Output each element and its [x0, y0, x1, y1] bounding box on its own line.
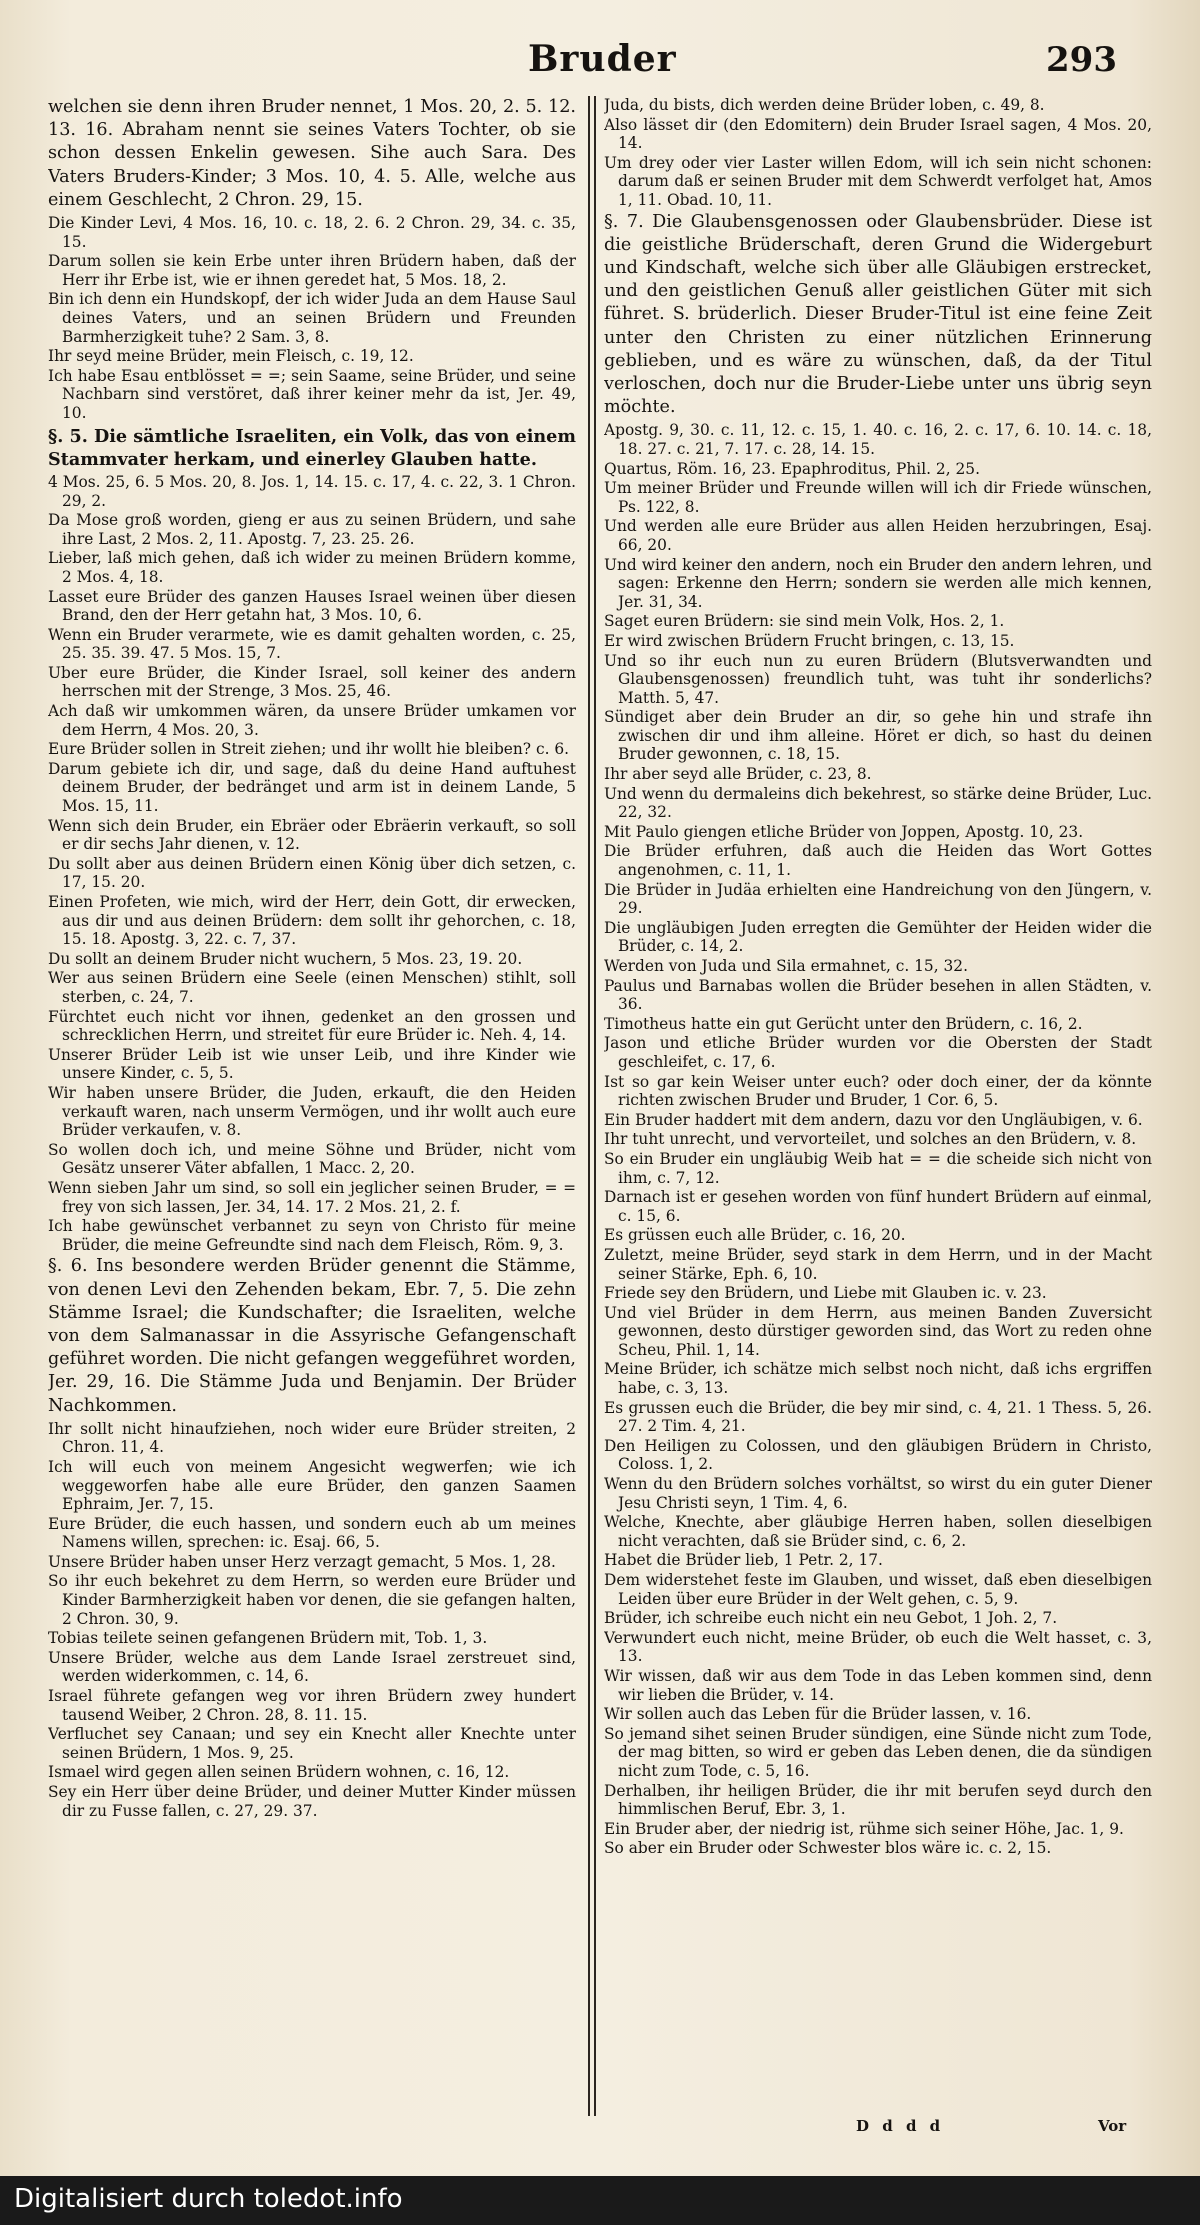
entry: Eure Brüder sollen in Streit ziehen; und ihr wollt hie bleiben? c. 6.	[48, 740, 570, 759]
entry: Einen Profeten, wie mich, wird der Herr, dein Gott, dir erwecken, aus dir und aus deinen Brüdern: dem sollt ihr gehorchen, c. 18, 15. 18. Apostg. 3, 22. c. 7, 37.	[48, 893, 576, 949]
entry: Friede sey den Brüdern, und Liebe mit Glauben ic. v. 23.	[604, 1284, 1047, 1303]
column-divider	[588, 96, 590, 2116]
entry: Derhalben, ihr heiligen Brüder, die ihr mit berufen seyd durch den himmlischen Beruf, Ebr. 3, 1.	[604, 1781, 1152, 1819]
page-number: 293	[1046, 40, 1117, 80]
entry: Fürchtet euch nicht vor ihnen, gedenket an den grossen und schrecklichen Herrn, und streitet für eure Brüder ic. Neh. 4, 14.	[48, 1007, 576, 1045]
entry: Werden von Juda und Sila ermahnet, c. 15, 32.	[604, 957, 968, 976]
entry: So ein Bruder ein ungläubig Weib hat = = die scheide sich nicht von ihm, c. 7, 12.	[604, 1149, 1152, 1187]
entry: Verfluchet sey Canaan; und sey ein Knecht aller Knechte unter seinen Brüdern, 1 Mos. 9, 25.	[48, 1725, 576, 1762]
entry: Den Heiligen zu Colossen, und den gläubigen Brüdern in Christo, Coloss. 1, 2.	[604, 1436, 1152, 1474]
entry: Ismael wird gegen allen seinen Brüdern wohnen, c. 16, 12.	[48, 1763, 510, 1782]
entry: Dem widerstehet feste im Glauben, und wisset, daß eben dieselbigen Leiden über eure Brüder in der Welt gehen, c. 5, 9.	[604, 1571, 1152, 1608]
entry: Wir wissen, daß wir aus dem Tode in das Leben kommen sind, denn wir lieben die Brüder, v. 14.	[604, 1666, 1152, 1704]
entry: Israel führete gefangen weg vor ihren Brüdern zwey hundert tausend Weiber, 2 Chron. 28, 8. 11. 15.	[48, 1687, 576, 1724]
section-paragraph: §. 5. Die sämtliche Israeliten, ein Volk, das von einem Stammvater herkam, und einerley Glauben hatte.	[48, 425, 576, 470]
entry: Jason und etliche Brüder wurden vor die Obersten der Stadt geschleifet, c. 17, 6.	[604, 1034, 1152, 1071]
entry: Ist so gar kein Weiser unter euch? oder doch einer, der da könnte richten zwischen Bruder und Bruder, 1 Cor. 6, 5.	[604, 1072, 1152, 1110]
entry: Darum gebiete ich dir, und sage, daß du deine Hand auftuhest deinem Bruder, der bedränget und arm ist in deinem Lande, 5 Mos. 15, 11.	[48, 759, 576, 816]
entry: Zuletzt, meine Brüder, seyd stark in dem Herrn, und in der Macht seiner Stärke, Eph. 6, 10.	[604, 1245, 1152, 1283]
entry: Ihr sollt nicht hinaufziehen, noch wider eure Brüder streiten, 2 Chron. 11, 4.	[48, 1419, 576, 1457]
entry: Also lässet dir (den Edomitern) dein Bruder Israel sagen, 4 Mos. 20, 14.	[604, 115, 1152, 153]
entry: Eure Brüder, die euch hassen, und sondern euch ab um meines Namens willen, sprechen: ic. Esaj. 66, 5.	[48, 1514, 576, 1552]
entry: 4 Mos. 25, 6. 5 Mos. 20, 8. Jos. 1, 14. 15. c. 17, 4. c. 22, 3. 1 Chron. 29, 2.	[48, 472, 576, 510]
entry: Und viel Brüder in dem Herrn, aus meinen Banden Zuversicht gewonnen, desto dürstiger geworden sind, das Wort zu reden ohne Scheu, Phil. 1, 14.	[604, 1303, 1152, 1359]
entry: Unsere Brüder, welche aus dem Lande Israel zerstreuet sind, werden widerkommen, c. 14, 6.	[48, 1648, 576, 1686]
entry: Und wenn du dermaleins dich bekehrest, so stärke deine Brüder, Luc. 22, 32.	[604, 784, 1152, 822]
entry: Es grussen euch die Brüder, die bey mir sind, c. 4, 21. 1 Thess. 5, 26. 27. 2 Tim. 4, 21.	[604, 1398, 1152, 1436]
entry: Ich habe gewünschet verbannet zu seyn von Christo für meine Brüder, die meine Gefreundte sind nach dem Fleisch, Röm. 9, 3.	[48, 1217, 576, 1254]
entry: Ihr aber seyd alle Brüder, c. 23, 8.	[604, 765, 872, 784]
entry: Und werden alle eure Brüder aus allen Heiden herzubringen, Esaj. 66, 20.	[604, 517, 1152, 554]
entry: Du sollt aber aus deinen Brüdern einen König über dich setzen, c. 17, 15. 20.	[48, 854, 576, 892]
entry: Sündiget aber dein Bruder an dir, so gehe hin und strafe ihn zwischen dir und ihm alleine. Höret er dich, so hast du deinen Bruder gewonnen, c. 18, 15.	[604, 708, 1152, 764]
entry: Die Brüder in Judäa erhielten eine Handreichung von den Jüngern, v. 29.	[604, 880, 1152, 918]
entry: Und wird keiner den andern, noch ein Bruder den andern lehren, und sagen: Erkenne den Herrn; sondern sie werden alle mich kennen, Jer. 31, 34.	[604, 555, 1152, 611]
entry: Bin ich denn ein Hundskopf, der ich wider Juda an dem Hause Saul deines Vaters, und an seinen Brüdern und Freunden Barmherzigkeit tuhe? 2 Sam. 3, 8.	[48, 290, 576, 346]
entry: Wir sollen auch das Leben für die Brüder lassen, v. 16.	[604, 1705, 1032, 1724]
entry: Welche, Knechte, aber gläubige Herren haben, sollen dieselbigen nicht verachten, daß sie Brüder sind, c. 6, 2.	[604, 1513, 1152, 1550]
entry: So aber ein Bruder oder Schwester blos wäre ic. c. 2, 15.	[604, 1839, 1052, 1858]
entry: Sey ein Herr über deine Brüder, und deiner Mutter Kinder müssen dir zu Fusse fallen, c. 27, 29. 37.	[48, 1783, 576, 1820]
entry: Es grüssen euch alle Brüder, c. 16, 20.	[604, 1226, 906, 1245]
entry: Ihr seyd meine Brüder, mein Fleisch, c. 19, 12.	[48, 347, 414, 366]
entry: Unsere Brüder haben unser Herz verzagt gemacht, 5 Mos. 1, 28.	[48, 1552, 556, 1571]
entry: Juda, du bists, dich werden deine Brüder loben, c. 49, 8.	[604, 96, 1045, 114]
entry: Habet die Brüder lieb, 1 Petr. 2, 17.	[604, 1551, 883, 1570]
entry: Verwundert euch nicht, meine Brüder, ob euch die Welt hasset, c. 3, 13.	[604, 1628, 1152, 1666]
entry: Um drey oder vier Laster willen Edom, will ich sein nicht schonen: darum daß er seinen Bruder mit dem Schwerdt verfolget hat, Amos 1, 11. Obad. 10, 11.	[604, 153, 1152, 209]
entry: Um meiner Brüder und Freunde willen will ich dir Friede wünschen, Ps. 122, 8.	[604, 479, 1152, 516]
entry: Quartus, Röm. 16, 23. Epaphroditus, Phil. 2, 25.	[604, 459, 980, 478]
entry: Meine Brüder, ich schätze mich selbst noch nicht, daß ichs ergriffen habe, c. 3, 13.	[604, 1360, 1152, 1398]
section-paragraph: §. 6. Ins besondere werden Brüder genennt die Stämme, von denen Levi den Zehenden bekam, Ebr. 7, 5. Die zehn Stämme Israel; die Kundschafter; die Israeliten, welche von dem Salmanassar in die Assyrische Gefangenschaft geführet worden. Die nicht gefangen weggeführet worden, Jer. 29, 16. Die Stämme Juda und Benjamin. Der Brüder Nachkommen.	[48, 1256, 576, 1416]
entry: Timotheus hatte ein gut Gerücht unter den Brüdern, c. 16, 2.	[604, 1014, 1083, 1033]
entry: Die Brüder erfuhren, daß auch die Heiden das Wort Gottes angenohmen, c. 11, 1.	[604, 842, 1152, 880]
entry: Apostg. 9, 30. c. 11, 12. c. 15, 1. 40. c. 16, 2. c. 17, 6. 10. 14. c. 18, 18. 27. c. 21, 7. 17. c. 28, 14. 15.	[604, 421, 1152, 458]
entry: Wenn sich dein Bruder, ein Ebräer oder Ebräerin verkauft, so soll er dir sechs Jahr dienen, v. 12.	[48, 816, 576, 854]
entry: Wenn ein Bruder verarmete, wie es damit gehalten worden, c. 25, 25. 35. 39. 47. 5 Mos. 15, 7.	[48, 625, 576, 663]
entry: Die Kinder Levi, 4 Mos. 16, 10. c. 18, 2. 6. 2 Chron. 29, 34. c. 35, 15.	[48, 214, 576, 251]
entry: Er wird zwischen Brüdern Frucht bringen, c. 13, 15.	[604, 631, 1015, 650]
entry: Ihr tuht unrecht, und vervorteilet, und solches an den Brüdern, v. 8.	[604, 1130, 1137, 1149]
entry: Saget euren Brüdern: sie sind mein Volk, Hos. 2, 1.	[604, 612, 1005, 631]
entry: So wollen doch ich, und meine Söhne und Brüder, nicht vom Gesätz unserer Väter abfallen, 1 Macc. 2, 20.	[48, 1140, 576, 1178]
entry: Ich will euch von meinem Angesicht wegwerfen; wie ich weggeworfen habe alle eure Brüder, den ganzen Saamen Ephraim, Jer. 7, 15.	[48, 1457, 576, 1514]
entry: Ach daß wir umkommen wären, da unsere Brüder umkamen vor dem Herrn, 4 Mos. 20, 3.	[48, 702, 576, 739]
entry: Lieber, laß mich gehen, daß ich wider zu meinen Brüdern komme, 2 Mos. 4, 18.	[48, 549, 576, 586]
catchword: Vor	[1098, 2117, 1127, 2135]
signature-mark: D d d d	[856, 2117, 945, 2135]
entry: Und so ihr euch nun zu euren Brüdern (Blutsverwandten und Glaubensgenossen) freundlich tuht, was tuht ihr sonderlichs? Matth. 5, 47.	[604, 651, 1152, 707]
entry: Unserer Brüder Leib ist wie unser Leib, und ihre Kinder wie unsere Kinder, c. 5, 5.	[48, 1045, 576, 1083]
footer-banner	[0, 2176, 1200, 2225]
entry: Du sollt an deinem Bruder nicht wuchern, 5 Mos. 23, 19. 20.	[48, 949, 523, 968]
entry: Tobias teilete seinen gefangenen Brüdern mit, Tob. 1, 3.	[48, 1629, 488, 1648]
entry: Wer aus seinen Brüdern eine Seele (einen Menschen) stihlt, soll sterben, c. 24, 7.	[48, 969, 576, 1006]
entry: Die ungläubigen Juden erregten die Gemühter der Heiden wider die Brüder, c. 14, 2.	[604, 918, 1152, 956]
entry: So jemand sihet seinen Bruder sündigen, eine Sünde nicht zum Tode, der mag bitten, so wird er geben das Leben denen, die da sündigen nicht zum Tode, c. 5, 16.	[604, 1724, 1152, 1780]
entry: Mit Paulo giengen etliche Brüder von Joppen, Apostg. 10, 23.	[604, 822, 1084, 841]
entry: Da Mose groß worden, gieng er aus zu seinen Brüdern, und sahe ihre Last, 2 Mos. 2, 11. Apostg. 7, 23. 25. 26.	[48, 511, 576, 548]
section-paragraph: §. 7. Die Glaubensgenossen oder Glaubensbrüder. Diese ist die geistliche Brüderschaft, deren Grund die Widergeburt und Kindschaft, welche sich über alle Gläubigen erstrecket, und den geistlichen Genuß aller geistlichen Güter mit sich führet. S. brüderlich. Dieser Bruder-Titul ist eine feine Zeit unter den Christen zu einer nützlichen Erinnerung geblieben, und es wäre zu wünschen, daß, da der Titul verloschen, doch nur die Bruder-Liebe unter uns übrig seyn möchte.	[604, 211, 1152, 418]
entry: Brüder, ich schreibe euch nicht ein neu Gebot, 1 Joh. 2, 7.	[604, 1609, 1058, 1628]
entry: So ihr euch bekehret zu dem Herrn, so werden eure Brüder und Kinder Barmherzigkeit haben vor denen, die sie gefangen halten, 2 Chron. 30, 9.	[48, 1572, 576, 1628]
entry: Paulus und Barnabas wollen die Brüder besehen in allen Städten, v. 36.	[604, 976, 1152, 1014]
right-column	[604, 96, 1152, 2096]
entry: Lasset eure Brüder des ganzen Hauses Israel weinen über diesen Brand, den der Herr getahn hat, 3 Mos. 10, 6.	[48, 587, 576, 625]
entry: Ich habe Esau entblösset = =; sein Saame, seine Brüder, und seine Nachbarn sind verstöret, daß ihrer keiner mehr da ist, Jer. 49, 10.	[48, 366, 576, 422]
entry: Wir haben unsere Brüder, die Juden, erkauft, die den Heiden verkauft waren, nach unserm Vermögen, und ihr wollt auch eure Brüder verkaufen, v. 8.	[48, 1083, 576, 1140]
entry: Wenn du den Brüdern solches vorhältst, so wirst du ein guter Diener Jesu Christi seyn, 1 Tim. 4, 6.	[604, 1475, 1152, 1512]
left-column	[48, 96, 576, 2126]
section-paragraph: welchen sie denn ihren Bruder nennet, 1 Mos. 20, 2. 5. 12. 13. 16. Abraham nennt sie seines Vaters Tochter, ob sie schon dessen Enkelin gewesen. Sihe auch Sara. Des Vaters Bruders-Kinder; 3 Mos. 10, 4. 5. Alle, welche aus einem Geschlecht, 2 Chron. 29, 15.	[48, 97, 576, 210]
entry: Ein Bruder aber, der niedrig ist, rühme sich seiner Höhe, Jac. 1, 9.	[604, 1819, 1124, 1838]
entry: Darum sollen sie kein Erbe unter ihren Brüdern haben, daß der Herr ihr Erbe ist, wie er ihnen geredet hat, 5 Mos. 18, 2.	[48, 252, 576, 289]
page-title: Bruder	[528, 38, 677, 80]
entry: Wenn sieben Jahr um sind, so soll ein jeglicher seinen Bruder, = = frey von sich lassen, Jer. 34, 14. 17. 2 Mos. 21, 2. f.	[48, 1178, 576, 1216]
column-divider	[594, 96, 596, 2116]
entry: Darnach ist er gesehen worden von fünf hundert Brüdern auf einmal, c. 15, 6.	[604, 1188, 1152, 1225]
entry: Ein Bruder haddert mit dem andern, dazu vor den Ungläubigen, v. 6.	[604, 1110, 1143, 1129]
footer-credit[interactable]: Digitalisiert durch toledot.info	[14, 2184, 403, 2214]
entry: Uber eure Brüder, die Kinder Israel, soll keiner des andern herrschen mit der Strenge, 3 Mos. 25, 46.	[48, 663, 576, 701]
